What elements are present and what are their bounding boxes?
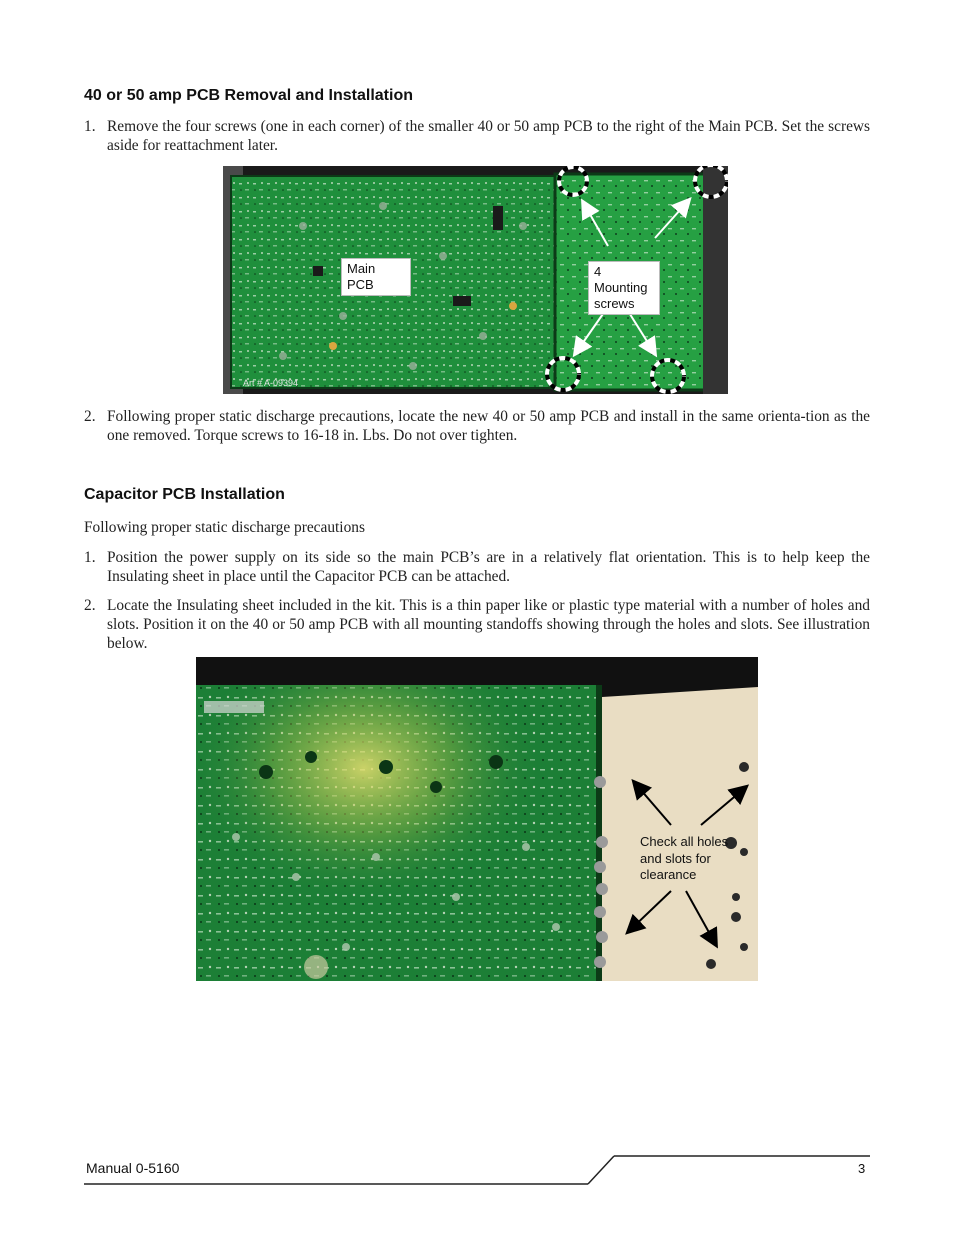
mounting-screws-label-line2: screws	[594, 296, 635, 311]
pcb-removal-photo	[223, 166, 728, 394]
page-number: 3	[858, 1161, 866, 1176]
clearance-label-line2: and slots for	[640, 850, 711, 866]
step-text: Following proper static discharge precautions, locate the new 40 or 50 amp PCB and install in the same orienta-tion as the one removed. Torque screws to 16-18 in. Lbs. Do not over tighten.	[107, 408, 870, 444]
step-text: Position the power supply on its side so the main PCB’s are in a relatively flat orientation. This is to help keep the Insulating sheet in place until the Capacitor PCB can be attached.	[107, 549, 870, 585]
section-heading-capacitor-pcb: Capacitor PCB Installation	[84, 486, 285, 503]
step-1-position-supply	[84, 548, 870, 586]
section-heading-pcb-removal: 40 or 50 amp PCB Removal and Installation	[84, 87, 413, 104]
step-text: Remove the four screws (one in each corner) of the smaller 40 or 50 amp PCB to the right of the Main PCB. Set the screws aside for reattachment later.	[107, 118, 870, 154]
footer-rule	[84, 1150, 872, 1190]
step-2-install-pcb	[84, 407, 870, 445]
insulator-illustration	[196, 657, 758, 981]
clearance-label	[640, 834, 728, 884]
step-number: 1.	[84, 549, 96, 566]
step-1-remove-screws	[84, 117, 870, 155]
step-number: 2.	[84, 408, 96, 425]
manual-number: Manual 0-5160	[86, 1160, 180, 1176]
step-2-insulating-sheet	[84, 596, 870, 653]
art-number: Art # A-09394	[243, 378, 299, 388]
main-pcb-label: Main PCB	[341, 258, 411, 296]
clearance-label-line3: clearance	[640, 867, 697, 882]
step-text: Locate the Insulating sheet included in the kit. This is a thin paper like or plastic type material with a number of holes and slots. Position it on the 40 or 50 amp PCB with all mounting standoffs showing through the holes and slots. See illustration below.	[107, 597, 870, 652]
insulating-sheet-photo	[196, 657, 758, 981]
section-intro: Following proper static discharge precautions	[84, 519, 365, 536]
step-number: 1.	[84, 118, 96, 135]
step-number: 2.	[84, 597, 96, 614]
mounting-screws-label-line1: 4 Mounting	[594, 264, 648, 295]
clearance-label-line1: Check all holes	[640, 834, 729, 849]
mounting-screws-label	[588, 261, 660, 315]
